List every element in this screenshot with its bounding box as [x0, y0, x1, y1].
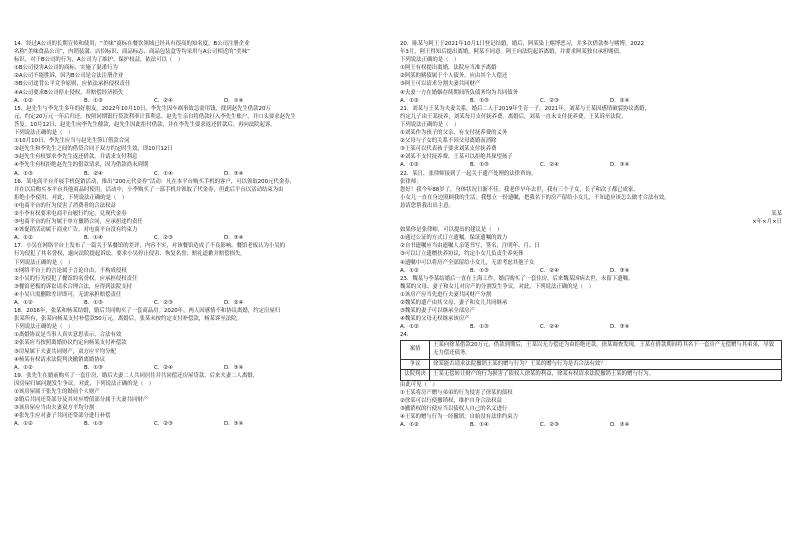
answer-choice-d: D．②④ [610, 97, 630, 104]
option-item: ②小吴的行为侵犯了餐馆的名誉权，应承担侵权责任 [14, 275, 138, 282]
answer-choice-a: A．①③ [14, 170, 33, 177]
question-20 [400, 40, 782, 105]
table-row-header: 法院判决 [401, 370, 430, 381]
question-stem: 下列说法正确的是（ ） [400, 121, 460, 128]
option-item: ②张某应当按照离婚协议约定向杨某支付补偿款 [14, 340, 127, 347]
answer-choice-a: A．①② [400, 324, 419, 331]
answer-choice-a: A．①② [400, 267, 419, 274]
option-list [400, 129, 782, 161]
answer-choice-b: B．①③ [84, 97, 103, 104]
question-stem: 21．刘某与王某为夫妻关系，婚后二人于2019年生育一子。2021年，刘某与王某因感情破裂协议离婚， [400, 105, 650, 112]
option-item: ①王某将房产赠与弟弟的行为侵害了徐某的债权 [400, 389, 513, 396]
answer-choice-d: D．③④ [610, 324, 630, 331]
option-item: ④该促销活动属于商业广告，对电商平台没有约束力 [14, 227, 138, 234]
option-list [14, 137, 396, 169]
option-item: ④张先生应对妻子共同还贷部分进行补偿 [14, 413, 111, 420]
option-item: ①刘某作为孩子的父亲，有支付抚养费的义务 [400, 130, 508, 137]
option-item: ③可以订立遗赠扶养协议，约定小女儿负责生养死葬 [400, 251, 524, 258]
answer-choice-c: C．②③ [154, 300, 173, 306]
option-item: ①该房屋属于张先生的婚前个人财产 [14, 389, 100, 396]
question-16 [14, 178, 396, 243]
letter-signature: 某某 [771, 210, 782, 217]
answer-choice-a: A．①② [400, 422, 419, 429]
question-18 [14, 307, 396, 372]
answer-choice-d: D．③④ [224, 235, 244, 242]
table-row [401, 370, 782, 381]
question-19 [14, 372, 396, 429]
answer-choice-d: D．③④ [224, 364, 244, 371]
option-item: ①该房产应当先进行夫妻共同财产分割 [400, 291, 492, 298]
option-list [400, 64, 782, 96]
answer-choices [400, 97, 782, 105]
right-column [400, 40, 782, 429]
question-ask: 由此可见（ ） [400, 381, 438, 388]
option-item: ②赵先生和李先生之间的借贷合同于双方约定时生效，即10月12日 [14, 146, 173, 153]
table-cell: 王某向徐某借款20万元，借款到期后，王某以无力偿还为由拒绝还款。徐某调查发现，王某在借款期间将其名下一套房产无偿赠与其弟弟，导致无力偿还债务。 [430, 341, 782, 359]
letter-line: 恳请您帮我出出主意。 [400, 202, 454, 209]
question-23 [400, 275, 782, 332]
answer-choice-a: A．①② [14, 235, 33, 242]
option-list [14, 331, 396, 363]
answer-choice-b: B．①③ [84, 421, 103, 428]
question-stem: 下列说法正确的是（ ） [14, 324, 74, 331]
answer-choice-b: B．①④ [84, 235, 103, 242]
answer-choice-b: B．①③ [470, 97, 489, 104]
question-stem: 23．魏某与李某结婚后一直在上海工作，婚后购买了一套住房。后来魏某因病去世，未留下遗嘱。 [400, 275, 634, 282]
table-cell: 王某无偿转让财产的行为损害了债权人徐某的利益，徐某有权请求法院撤销王某的赠与行为。 [430, 370, 782, 381]
option-item: ②A公司不能胜诉，因为B公司是合法注册企业 [14, 73, 124, 80]
option-item: ③撤销权的行使应当以债权人自己的名义进行 [400, 406, 508, 413]
answer-choice-d: D．③④ [610, 267, 630, 274]
option-item: ②阿某的赌债属于个人债务，应由其个人偿还 [400, 73, 508, 80]
option-item: ④杨某有权请求法院判决撤销离婚协议 [14, 356, 106, 363]
option-list [14, 388, 396, 420]
question-stem: 并在以后购买本平台其他商品时使用。活动中，小李购买了一部手机并领取了代金券，但此后平台以活动结束为由 [14, 186, 284, 193]
option-item: ②父母与子女的关系不因父母离婚而消除 [400, 138, 497, 145]
answer-choices [14, 170, 396, 178]
option-item: ④遗嘱中可以将房产全部留给小女儿，无需考虑其他子女 [400, 259, 535, 266]
option-item: ②魏某的遗产由其父母、妻子和女儿共同继承 [400, 300, 508, 306]
option-list [14, 202, 396, 234]
option-item: ①离婚协议是当事人真实意思表示，合法有效 [14, 332, 122, 339]
answer-choice-c: C．②④ [540, 162, 559, 169]
answer-choice-d: D．②④ [224, 300, 244, 306]
question-stem: 下列说法正确的是（ ） [14, 259, 74, 266]
option-item: ④A公司要求B公司停止侵权，并赔偿经济损失 [14, 89, 124, 96]
option-item: ③房屋属于夫妻共同财产，双方应平均分配 [14, 348, 116, 355]
option-item: ①B公司侵害A公司的商标，实施了混淆行为 [14, 65, 118, 72]
option-item: ②徐某可以行使撤销权，维护自身合法权益 [400, 398, 502, 405]
question-stem: 16．某电商平台开展手机促销活动，推出“200元代金券”活动：凡在本平台购买手机的客户，可以领取200元代金券， [14, 178, 295, 185]
option-list [14, 64, 396, 96]
answer-choice-a: A．①② [14, 97, 33, 104]
question-ask: 如果你是张律师，可以提出的建议是（ ） [400, 227, 503, 234]
answer-choice-a: A．①② [400, 97, 419, 104]
consultation-letter [400, 178, 782, 227]
option-list [400, 389, 782, 421]
answer-choice-d: D．③④ [610, 422, 630, 429]
question-22 [400, 170, 782, 275]
question-stem: 答复。10月12日，赵先生向李先生催款，赵先生因此拒付借款，并在李先生要求返还借款后，再向法院起诉。 [14, 121, 276, 128]
option-item: ④李先生有权拒绝赵先生的借款请求，因为借款尚未到期 [14, 162, 149, 169]
option-item: ③B公司违背公平竞争原则，应依法承担侵权责任 [14, 81, 131, 88]
question-stem: 下列说法正确的是（ ） [14, 130, 74, 137]
question-21 [400, 105, 782, 170]
question-24 [400, 331, 782, 429]
question-stem: 因房屋归属问题发生争议。对此，下列说法正确的是（ ） [14, 380, 155, 387]
option-item: ①通过公证的方式订立遗嘱，保证遗嘱的效力 [400, 235, 508, 242]
table-row-header: 案情 [401, 341, 430, 359]
option-item: ③该房屋应当由夫妻双方平均分割 [14, 405, 95, 412]
answer-choice-c: C．②③ [540, 97, 559, 104]
question-14 [14, 40, 396, 105]
answer-choice-c: C．②④ [154, 97, 173, 104]
question-stem: 19．张先生在婚前购买了一套住房，婚后夫妻二人共同居住并共同偿还房屋贷款。后来夫妻二人离婚， [14, 372, 259, 379]
question-number: 24． [400, 332, 413, 339]
question-stem: 魏某的父母、妻子和女儿对房产的分割发生争议。对此，下列说法正确的是（ ） [400, 283, 595, 290]
letter-line: 小女儿一直在身边照顾我的生活。我想立一份遗嘱，把我名下的房产留给小女儿，不知道应该怎么做才合法有效。 [400, 194, 670, 201]
option-item: ④刘某不支付抚养费，王某可以拒绝其探望孩子 [400, 154, 513, 161]
answer-choice-a: A．①② [14, 421, 33, 428]
option-item: ③电商平台的行为属于单方撤销合同，应承担违约责任 [14, 219, 143, 226]
option-list [14, 267, 396, 299]
option-list [400, 291, 782, 323]
answer-choices [14, 234, 396, 242]
answer-choice-b: B．②④ [84, 170, 103, 177]
option-item: ④魏某的父母无权继承该房产 [400, 316, 470, 323]
answer-choice-b: B．①③ [470, 162, 489, 169]
answer-choice-c: C．①④ [154, 170, 173, 177]
answer-choice-c: C．②③ [154, 421, 173, 428]
answer-choices [14, 364, 396, 372]
question-stem: 22．某日，张律师接到了一起关于遗产处理的法律咨询。 [400, 170, 537, 177]
answer-choice-d: D．①④ [224, 97, 244, 104]
answer-choices [14, 97, 396, 105]
table-cell: 徐某能否请求法院撤销王某的赠与行为？王某的赠与行为是否合法有效？ [430, 359, 782, 370]
case-table [400, 340, 782, 380]
answer-choice-b: B．①④ [470, 422, 489, 429]
answer-choices [400, 421, 782, 429]
answer-choice-c: C．②③ [540, 422, 559, 429]
question-stem: 15．赵先生与李先生多年的好朋友。2022年10月10日，李先生因车祸事故急需用钱，找到赵先生借款20万 [14, 105, 271, 112]
option-item: ③赵先生有权要求李先生返还借款，并请求支付利息 [14, 154, 138, 161]
option-item: ②自书遗嘱应当由遗嘱人亲笔书写，签名，注明年、月、日 [400, 243, 540, 250]
option-item: ②婚后共同还贷部分及其对应增值部分属于夫妻共同财产 [14, 397, 149, 404]
option-item: ①阿王有权提出离婚，法院应当准予离婚 [400, 65, 497, 72]
question-stem: 20．陈某与阿王于2021年10月1日登记结婚。婚后，阿某染上赌博恶习，并多次借款参与赌博。2022 [400, 41, 645, 47]
answer-choice-b: B．①③ [84, 364, 103, 371]
option-item: ④小吴只需删除差评即可，无需承担赔偿责任 [14, 291, 122, 298]
answer-choice-d: D．③④ [610, 162, 630, 169]
option-item: ①电商平台的行为侵害了消费者的合法权益 [14, 202, 116, 209]
question-stem: 名称“美味食品公司”，内销装潢、店招标识、商品标志、商品包装盒等均采用与A公司相近的“美味” [14, 49, 250, 56]
answer-choice-c: C．②③ [154, 235, 173, 242]
answer-choices [400, 161, 782, 169]
answer-choices [14, 299, 396, 307]
answer-choice-d: D．③④ [224, 421, 244, 428]
question-stem: 18．2016年，张某和杨某结婚，婚后共同购买了一套商品房。2020年，两人因感情不和协议离婚，约定房屋归 [14, 308, 281, 315]
option-item: ①网络平台上的言论属于言论自由，不构成侵权 [14, 267, 127, 274]
answer-choices [14, 420, 396, 428]
answer-choices [400, 323, 782, 331]
answer-choice-c: C．②④ [154, 364, 173, 371]
option-item: ③魏某的妻子可以继承全部房产 [400, 308, 475, 315]
question-15 [14, 105, 396, 178]
question-stem: 14．经过A公司的长期宣传和使用，“美味”商标在餐饮领域已经具有很高的知名度。B公司注册企业 [14, 41, 250, 47]
answer-choice-b: B．①③ [84, 300, 103, 306]
left-column [14, 40, 396, 429]
option-item: ②小李有权要求电商平台履行约定，兑现代金券 [14, 210, 127, 217]
answer-choice-a: A．①② [400, 162, 419, 169]
option-list [400, 234, 782, 266]
option-item: ④夫妻一方在婚姻存续期间所负债务均为共同债务 [400, 89, 519, 96]
option-item: ④王某的赠与行为一经撤销，自始没有法律约束力 [400, 414, 519, 421]
question-stem: 标识。对于B公司的行为，A公司为了维护、保护权益，依法可以（ ） [14, 57, 184, 64]
answer-choices [400, 267, 782, 275]
option-item: ①10月10日，李先生应当与赵先生签订借款合同 [14, 138, 130, 145]
answer-choice-d: D．③④ [224, 170, 244, 177]
answer-choice-b: B．①③ [470, 324, 489, 331]
question-stem: 约定儿子由王某抚养，刘某每月支付抚养费。离婚后，刘某一直未支付抚养费，王某诉至法院。 [400, 113, 627, 120]
answer-choice-b: B．①③ [470, 267, 489, 274]
letter-line: 您好！我今年88岁了，身体状况日渐不佳。我老伴早年去世，我有三个子女，长子和次子都已成家， [400, 186, 639, 193]
answer-choice-c: C．②④ [540, 267, 559, 274]
question-17 [14, 242, 396, 307]
option-item: ③餐馆老板的诉讼请求合理合法，应得到法院支持 [14, 283, 133, 290]
answer-choice-a: A．①② [14, 364, 33, 371]
letter-date: ×年×月×日 [752, 219, 782, 226]
option-item: ③王某可以代表孩子要求刘某支付抚养费 [400, 146, 497, 153]
letter-line: 张律师： [400, 178, 422, 185]
question-stem: 行为侵犯了其名誉权，遂向法院提起诉讼，要求小吴停止侵害、恢复名誉、赔礼道歉并赔偿损失。 [14, 251, 246, 258]
table-row [401, 341, 782, 359]
question-stem: 下列说法正确的是（ ） [400, 57, 460, 64]
question-stem: 张某所有，张某向杨某支付补偿款50万元。离婚后，张某未按约定支付补偿款，杨某诉至法院。 [14, 316, 242, 323]
table-row-header: 争议 [401, 359, 430, 370]
answer-choice-a: A．①② [14, 300, 33, 306]
question-stem: 元，约定20万元一年后归还，按照同期银行贷款利率计算利息。赵先生亲自将借款打入李先生账户，并口头要求赵先生 [14, 113, 296, 120]
answer-choice-c: C．②④ [540, 324, 559, 331]
table-row [401, 359, 782, 370]
question-stem: 拒绝小李使用。对此，下列说法正确的是（ ） [14, 194, 128, 201]
option-item: ③阿王可以请求分割夫妻共同财产 [400, 81, 481, 88]
question-stem: 年3月，阿王得知后提出离婚，阿某不同意。阿王向法院起诉离婚，并要求阿某独自承担赌债。 [400, 49, 625, 56]
question-stem: 17．小吴在网络平台上发布了一篇关于某餐馆的差评，内容不实，对该餐馆造成了不良影响。餐馆老板认为小吴的 [14, 243, 286, 250]
